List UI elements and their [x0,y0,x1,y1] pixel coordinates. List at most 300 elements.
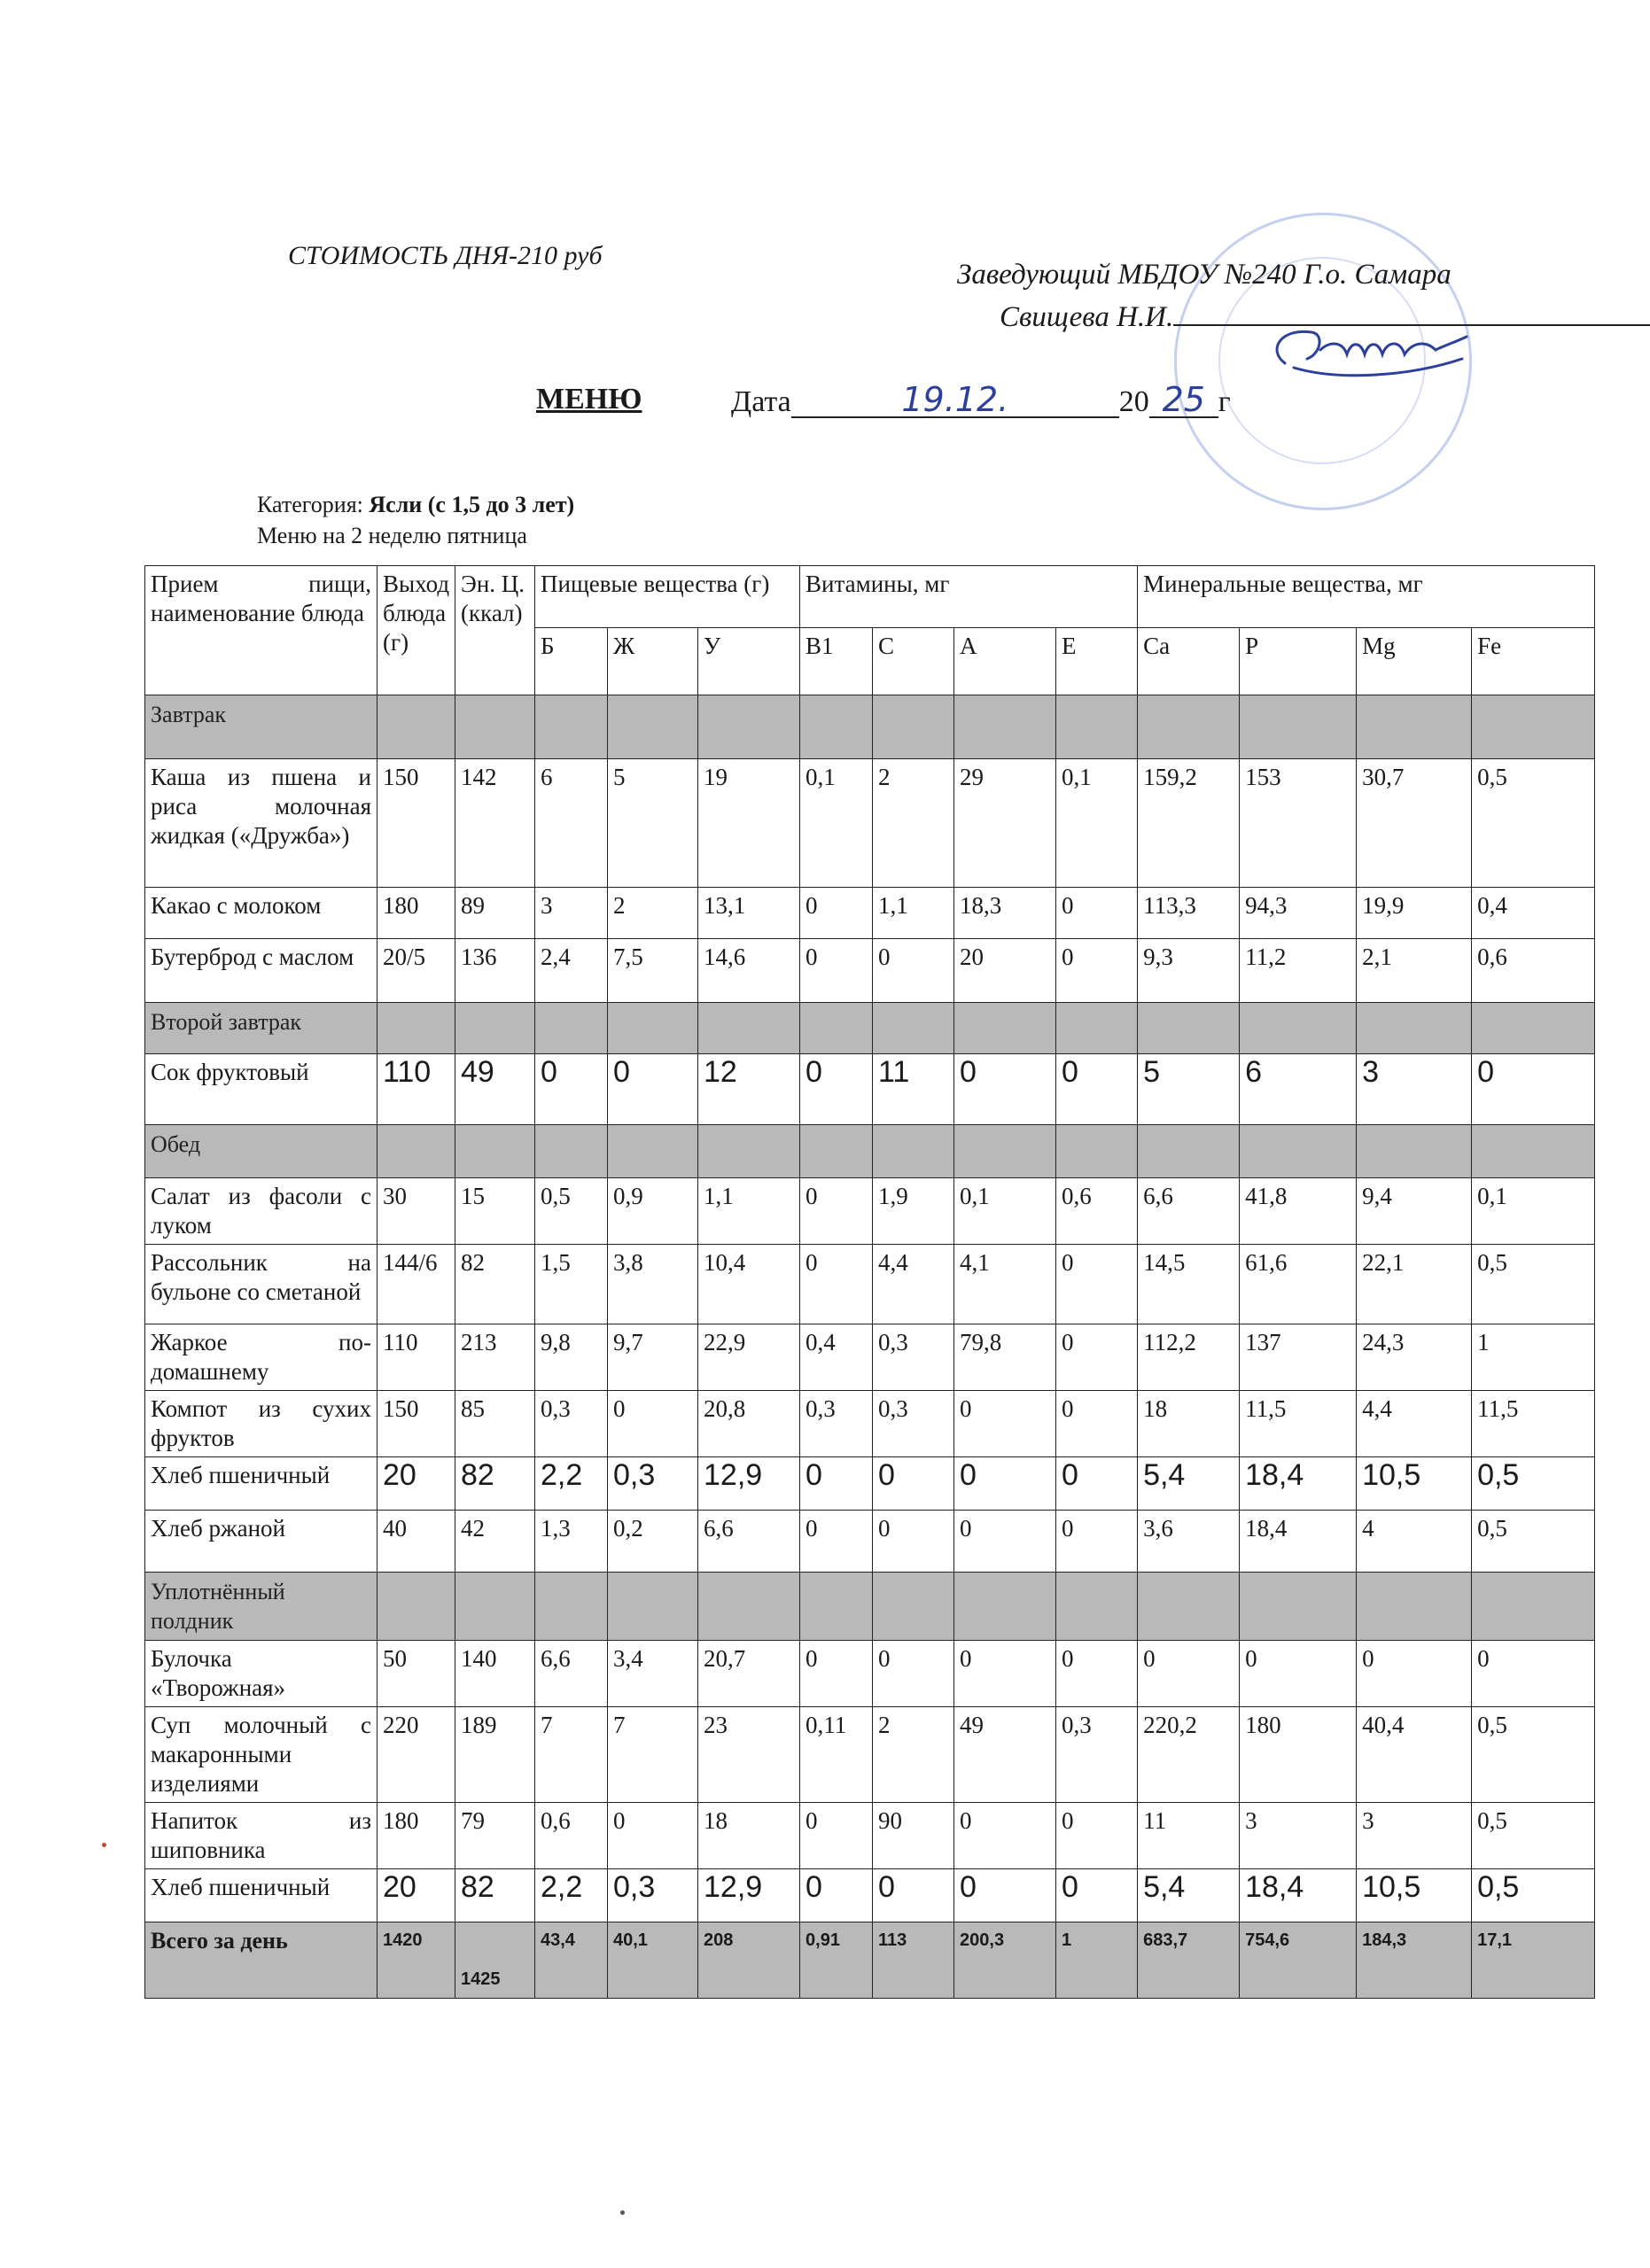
value-cell: 20/5 [377,939,455,1003]
section-cell [1056,695,1138,759]
value-cell: 4,4 [873,1245,954,1324]
value-cell: 4 [1357,1511,1472,1573]
value-cell: 189 [455,1707,535,1803]
value-cell: 2 [608,888,698,939]
section-cell [1056,1573,1138,1641]
section-cell [1138,1573,1240,1641]
value-cell: 20,8 [698,1391,800,1457]
date-day-field: 19.12. [791,383,1119,418]
value-cell: 0,9 [608,1178,698,1245]
menu-title: МЕНЮ [536,383,642,416]
section-row [145,1573,1595,1641]
value-cell: 136 [455,939,535,1003]
total-value: 17,1 [1472,1922,1595,1999]
value-cell: 82 [455,1869,535,1922]
value-cell: 5,4 [1138,1457,1240,1511]
dish-row [145,888,1595,939]
total-value: 683,7 [1138,1922,1240,1999]
value-cell: 1,5 [535,1245,608,1324]
section-cell [800,695,873,759]
value-cell: 0,6 [535,1803,608,1869]
value-cell: 4,4 [1357,1391,1472,1457]
value-cell: 0,5 [1472,1869,1595,1922]
value-cell: 0 [873,1457,954,1511]
value-cell: 0 [1056,1054,1138,1125]
value-cell: 0 [1240,1641,1357,1707]
minerals-group-header: Минеральные вещества, мг [1138,566,1595,628]
section-cell [1472,1573,1595,1641]
value-cell: 1,1 [873,888,954,939]
value-cell: 79,8 [954,1324,1056,1391]
section-cell [377,695,455,759]
value-cell: 213 [455,1324,535,1391]
section-cell [698,1125,800,1178]
value-cell: 1,1 [698,1178,800,1245]
sub-header: С [873,628,954,695]
sub-header: У [698,628,800,695]
scan-speck [620,2210,625,2215]
col-dish-header: Прием пищи, наименование блюда [145,566,377,695]
value-cell: 30,7 [1357,759,1472,888]
dish-row [145,759,1595,888]
value-cell: 11 [1138,1803,1240,1869]
section-cell [1240,1125,1357,1178]
value-cell: 137 [1240,1324,1357,1391]
value-cell: 15 [455,1178,535,1245]
dish-name: Хлеб пшеничный [145,1457,377,1511]
col-energy-header: Эн. Ц. (ккал) [455,566,535,695]
value-cell: 0 [1138,1641,1240,1707]
value-cell: 0 [873,1869,954,1922]
value-cell: 0 [608,1803,698,1869]
section-cell [1357,1003,1472,1054]
value-cell: 0 [608,1054,698,1125]
sub-header: P [1240,628,1357,695]
value-cell: 61,6 [1240,1245,1357,1324]
section-cell [1472,1003,1595,1054]
section-cell [535,1573,608,1641]
dish-row [145,1457,1595,1511]
value-cell: 2,4 [535,939,608,1003]
section-cell [608,1003,698,1054]
dish-row [145,1054,1595,1125]
value-cell: 110 [377,1324,455,1391]
value-cell: 0 [1056,1391,1138,1457]
nutrients-group-header: Пищевые вещества (г) [535,566,800,628]
value-cell: 3 [535,888,608,939]
value-cell: 0 [954,1641,1056,1707]
value-cell: 0,5 [1472,759,1595,888]
value-cell: 0 [1056,1324,1138,1391]
dish-row [145,1707,1595,1803]
sub-header: А [954,628,1056,695]
section-title: Обед [145,1125,377,1178]
value-cell: 3,6 [1138,1511,1240,1573]
value-cell: 1,9 [873,1178,954,1245]
value-cell: 153 [1240,759,1357,888]
total-value: 184,3 [1357,1922,1472,1999]
sub-header: Ж [608,628,698,695]
total-value: 1425 [455,1922,535,1999]
value-cell: 42 [455,1511,535,1573]
value-cell: 9,7 [608,1324,698,1391]
section-cell [535,1125,608,1178]
dish-name: Какао с молоком [145,888,377,939]
header-row-1 [145,566,1595,628]
section-cell [377,1125,455,1178]
dish-row [145,939,1595,1003]
section-cell [377,1003,455,1054]
value-cell: 6,6 [1138,1178,1240,1245]
value-cell: 3,4 [608,1641,698,1707]
value-cell: 22,1 [1357,1245,1472,1324]
section-row [145,695,1595,759]
value-cell: 1,3 [535,1511,608,1573]
dish-name: Суп молочный с макаронными изделиями [145,1707,377,1803]
section-cell [455,1003,535,1054]
value-cell: 18,4 [1240,1511,1357,1573]
value-cell: 0 [954,1511,1056,1573]
value-cell: 1 [1472,1324,1595,1391]
value-cell: 0 [535,1054,608,1125]
value-cell: 5 [608,759,698,888]
value-cell: 19 [698,759,800,888]
value-cell: 0,4 [1472,888,1595,939]
section-cell [1056,1125,1138,1178]
value-cell: 0,3 [535,1391,608,1457]
value-cell: 0,11 [800,1707,873,1803]
approver-title: Заведующий МБДОУ №240 Г.о. Самара [957,259,1452,291]
menu-table [144,565,1595,1999]
value-cell: 40,4 [1357,1707,1472,1803]
value-cell: 0 [1056,1803,1138,1869]
section-cell [698,1003,800,1054]
category-value: Ясли (с 1,5 до 3 лет) [369,492,575,517]
section-cell [455,695,535,759]
value-cell: 7 [608,1707,698,1803]
value-cell: 90 [873,1803,954,1869]
value-cell: 2,2 [535,1457,608,1511]
vitamins-group-header: Витамины, мг [800,566,1138,628]
date-year-field: 25 [1149,383,1218,418]
value-cell: 0 [800,1803,873,1869]
handwritten-signature [1258,315,1471,394]
value-cell: 14,6 [698,939,800,1003]
sub-header: Fe [1472,628,1595,695]
dish-name: Каша из пшена и риса молочная жидкая («Дружба») [145,759,377,888]
section-cell [1240,1003,1357,1054]
section-cell [800,1003,873,1054]
value-cell: 0 [800,1511,873,1573]
value-cell: 0,3 [608,1869,698,1922]
section-title: Второй завтрак [145,1003,377,1054]
value-cell: 40 [377,1511,455,1573]
value-cell: 180 [377,1803,455,1869]
section-cell [1056,1003,1138,1054]
value-cell: 0,1 [1472,1178,1595,1245]
value-cell: 113,3 [1138,888,1240,939]
section-cell [535,695,608,759]
value-cell: 0 [800,1869,873,1922]
value-cell: 0 [800,888,873,939]
value-cell: 150 [377,759,455,888]
value-cell: 0 [954,1869,1056,1922]
value-cell: 0,3 [800,1391,873,1457]
sub-header: Ca [1138,628,1240,695]
value-cell: 2 [873,759,954,888]
total-value: 113 [873,1922,954,1999]
value-cell: 0,5 [535,1178,608,1245]
section-cell [1138,1125,1240,1178]
value-cell: 6,6 [535,1641,608,1707]
col-yield-header: Выход блюда (г) [377,566,455,695]
value-cell: 0 [954,1054,1056,1125]
total-value: 40,1 [608,1922,698,1999]
value-cell: 5 [1138,1054,1240,1125]
value-cell: 0 [800,939,873,1003]
value-cell: 41,8 [1240,1178,1357,1245]
value-cell: 30 [377,1178,455,1245]
sub-header: B1 [800,628,873,695]
section-cell [1472,695,1595,759]
sub-header: Б [535,628,608,695]
value-cell: 0 [1056,939,1138,1003]
value-cell: 2,1 [1357,939,1472,1003]
dish-row [145,1178,1595,1245]
value-cell: 3 [1357,1054,1472,1125]
value-cell: 10,4 [698,1245,800,1324]
section-cell [873,1003,954,1054]
dish-name: Напиток из шиповника [145,1803,377,1869]
value-cell: 12,9 [698,1457,800,1511]
value-cell: 50 [377,1641,455,1707]
menu-body [145,695,1595,1999]
value-cell: 20,7 [698,1641,800,1707]
value-cell: 0 [1357,1641,1472,1707]
value-cell: 89 [455,888,535,939]
value-cell: 12,9 [698,1869,800,1922]
date-label: Дата [731,385,791,418]
value-cell: 0,5 [1472,1803,1595,1869]
value-cell: 0 [800,1054,873,1125]
section-cell [698,695,800,759]
dish-name: Бутерброд с маслом [145,939,377,1003]
dish-name: Жаркое по-домашнему [145,1324,377,1391]
value-cell: 0 [1472,1054,1595,1125]
value-cell: 0 [800,1641,873,1707]
section-cell [698,1573,800,1641]
value-cell: 6 [1240,1054,1357,1125]
section-title: Завтрак [145,695,377,759]
value-cell: 0 [1056,1869,1138,1922]
section-cell [1472,1125,1595,1178]
total-value: 1420 [377,1922,455,1999]
dish-row [145,1803,1595,1869]
value-cell: 0 [873,939,954,1003]
value-cell: 0 [800,1178,873,1245]
dish-row [145,1391,1595,1457]
value-cell: 180 [377,888,455,939]
section-cell [873,695,954,759]
total-value: 200,3 [954,1922,1056,1999]
section-cell [873,1125,954,1178]
value-cell: 0,1 [954,1178,1056,1245]
value-cell: 11 [873,1054,954,1125]
section-cell [1240,1573,1357,1641]
value-cell: 112,2 [1138,1324,1240,1391]
value-cell: 0 [1056,888,1138,939]
approver-name: Свищева Н.И. [1000,301,1174,333]
value-cell: 0,6 [1056,1178,1138,1245]
dish-name: Сок фруктовый [145,1054,377,1125]
date-row [731,380,1231,419]
dish-name: Салат из фасоли с луком [145,1178,377,1245]
value-cell: 0,3 [608,1457,698,1511]
value-cell: 82 [455,1457,535,1511]
value-cell: 23 [698,1707,800,1803]
value-cell: 150 [377,1391,455,1457]
year-prefix: 20 [1118,385,1149,418]
section-cell [1138,1003,1240,1054]
value-cell: 180 [1240,1707,1357,1803]
dish-row [145,1869,1595,1922]
value-cell: 82 [455,1245,535,1324]
value-cell: 18 [1138,1391,1240,1457]
value-cell: 10,5 [1357,1869,1472,1922]
value-cell: 0,1 [1056,759,1138,888]
value-cell: 0 [1056,1457,1138,1511]
dish-row [145,1245,1595,1324]
value-cell: 2,2 [535,1869,608,1922]
value-cell: 4,1 [954,1245,1056,1324]
section-row [145,1003,1595,1054]
sub-header: Е [1056,628,1138,695]
dish-name: Компот из сухих фруктов [145,1391,377,1457]
value-cell: 0 [800,1245,873,1324]
category-line [257,492,574,518]
value-cell: 142 [455,759,535,888]
section-cell [608,695,698,759]
value-cell: 13,1 [698,888,800,939]
section-cell [954,1573,1056,1641]
value-cell: 9,8 [535,1324,608,1391]
value-cell: 49 [455,1054,535,1125]
value-cell: 0 [1472,1641,1595,1707]
value-cell: 0 [1056,1641,1138,1707]
section-cell [608,1125,698,1178]
total-value: 208 [698,1922,800,1999]
section-cell [455,1573,535,1641]
total-value: 0,91 [800,1922,873,1999]
sub-header: Mg [1357,628,1472,695]
value-cell: 49 [954,1707,1056,1803]
dish-row [145,1511,1595,1573]
value-cell: 9,4 [1357,1178,1472,1245]
value-cell: 79 [455,1803,535,1869]
value-cell: 94,3 [1240,888,1357,939]
value-cell: 0,6 [1472,939,1595,1003]
value-cell: 144/6 [377,1245,455,1324]
value-cell: 18,4 [1240,1869,1357,1922]
value-cell: 10,5 [1357,1457,1472,1511]
value-cell: 0 [1056,1245,1138,1324]
value-cell: 5,4 [1138,1869,1240,1922]
value-cell: 7 [535,1707,608,1803]
dish-name: Хлеб пшеничный [145,1869,377,1922]
value-cell: 0,1 [800,759,873,888]
section-cell [873,1573,954,1641]
dish-row [145,1641,1595,1707]
value-cell: 6,6 [698,1511,800,1573]
section-cell [954,1125,1056,1178]
value-cell: 0 [1056,1511,1138,1573]
value-cell: 20 [377,1457,455,1511]
section-title: Уплотнённый полдник [145,1573,377,1641]
value-cell: 0,5 [1472,1245,1595,1324]
section-cell [608,1573,698,1641]
value-cell: 9,3 [1138,939,1240,1003]
total-value: 43,4 [535,1922,608,1999]
section-cell [1357,1125,1472,1178]
value-cell: 20 [377,1869,455,1922]
value-cell: 0,5 [1472,1457,1595,1511]
value-cell: 18,3 [954,888,1056,939]
dish-name: Булочка «Творожная» [145,1641,377,1707]
scan-speck [102,1843,106,1847]
value-cell: 0 [954,1391,1056,1457]
value-cell: 0,3 [873,1391,954,1457]
value-cell: 0,5 [1472,1511,1595,1573]
dish-row [145,1324,1595,1391]
total-value: 1 [1056,1922,1138,1999]
value-cell: 0,3 [1056,1707,1138,1803]
value-cell: 0,5 [1472,1707,1595,1803]
value-cell: 14,5 [1138,1245,1240,1324]
value-cell: 0,2 [608,1511,698,1573]
section-cell [1240,695,1357,759]
value-cell: 0 [873,1641,954,1707]
value-cell: 11,2 [1240,939,1357,1003]
dish-name: Рассольник на бульоне со сметаной [145,1245,377,1324]
section-cell [800,1573,873,1641]
value-cell: 0 [873,1511,954,1573]
value-cell: 11,5 [1472,1391,1595,1457]
value-cell: 2 [873,1707,954,1803]
value-cell: 22,9 [698,1324,800,1391]
value-cell: 0,3 [873,1324,954,1391]
section-cell [1357,695,1472,759]
section-cell [954,695,1056,759]
section-cell [455,1125,535,1178]
value-cell: 7,5 [608,939,698,1003]
section-cell [377,1573,455,1641]
value-cell: 110 [377,1054,455,1125]
value-cell: 0 [608,1391,698,1457]
value-cell: 0,4 [800,1324,873,1391]
value-cell: 20 [954,939,1056,1003]
dish-name: Хлеб ржаной [145,1511,377,1573]
value-cell: 3,8 [608,1245,698,1324]
value-cell: 24,3 [1357,1324,1472,1391]
value-cell: 0 [800,1457,873,1511]
category-label: Категория: [257,492,370,517]
value-cell: 11,5 [1240,1391,1357,1457]
total-label: Всего за день [145,1922,377,1999]
day-cost: СТОИМОСТЬ ДНЯ-210 руб [288,241,603,270]
year-unit: г [1218,385,1231,418]
value-cell: 0 [954,1457,1056,1511]
value-cell: 0 [954,1803,1056,1869]
